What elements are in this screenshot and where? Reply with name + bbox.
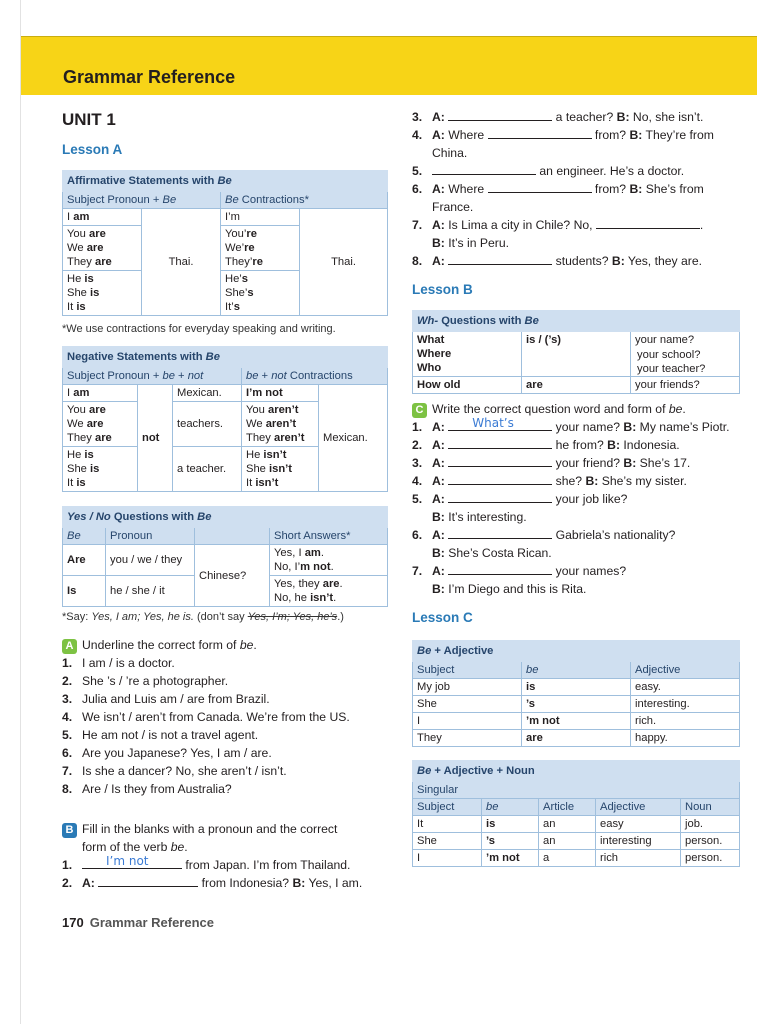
yes-no-footnote: *Say: Yes, I am; Yes, he is. (don’t say Yes, I’m; Yes, he’s.) bbox=[62, 611, 344, 623]
lesson-c-heading: Lesson C bbox=[412, 610, 473, 625]
wh-objects: your school? your teacher? bbox=[637, 349, 706, 375]
exercise-c-item: 5. A: your job like? bbox=[412, 492, 628, 506]
handwritten-answer: What’s bbox=[472, 416, 514, 430]
table-row: She ’s interesting. bbox=[413, 696, 740, 713]
footer-label: Grammar Reference bbox=[89, 915, 214, 930]
exercise-c-item: 1. A: What’s your name? B: My name’s Piotr. bbox=[412, 416, 730, 434]
table-row: They are happy. bbox=[413, 730, 740, 747]
answer-blank[interactable] bbox=[448, 526, 552, 539]
affirmative-table: Affirmative Statements with Be Subject Pronoun + Be Be Contractions* I am Thai. I’m Thai. You are We are They are You’re We’re They’re He is She is It is He’s She’s It’s bbox=[62, 170, 388, 316]
exercise-c-item: 6. A: Gabriela’s nationality? bbox=[412, 528, 676, 542]
exercise-b-continued: 3. A: a teacher? B: No, she isn’t. 4. A: Where from? B: They’re from China. 5. an engineer. He’s a doctor. 6. A: Where from? B: She’s from France. 7. A: Is Lima a city in Chile? No, . B: It’s in Peru. 8. A: students? B: Yes, they are. bbox=[412, 108, 742, 270]
exercise-a: A Underline the correct form of be. 1. I am / is a doctor. 2. She ’s / ’re a photographer. 3. Julia and Luis am / are from Brazil. 4. We isn’t / aren’t from Canada. We’re from the US. 5. He am not / is not a travel agent. 6. Are you Japanese? Yes, I am / are. 7. Is she a dancer? No, she aren’t / isn’t. 8. Are / Is they from Australia? bbox=[62, 636, 392, 798]
exercise-b: B Fill in the blanks with a pronoun and the correct form of the verb be. 1. I’m not from Japan. I’m from Thailand. 2. A: from Indonesia? B: Yes, I am. bbox=[62, 820, 392, 892]
wh-questions-table: Wh- Questions with Be What Where Who is / (’s) your name? How old are your friends? bbox=[412, 310, 740, 394]
exercise-b-item: 5. an engineer. He’s a doctor. bbox=[412, 164, 685, 178]
lesson-a-heading: Lesson A bbox=[62, 142, 123, 157]
page-edge bbox=[20, 0, 21, 1024]
exercise-c-item: 2. A: he from? B: Indonesia. bbox=[412, 438, 680, 452]
answer-blank[interactable] bbox=[448, 108, 552, 121]
answer-blank[interactable] bbox=[488, 126, 592, 139]
yes-no-table: Yes / No Questions with Be Be Pronoun Short Answers* Are you / we / they Chinese? Yes, I am. No, I’m not. Is he / she / it Yes, they are. No, he isn’t. bbox=[62, 506, 388, 607]
exercise-a-item: 3. Julia and Luis am / are from Brazil. bbox=[62, 692, 270, 706]
unit-heading: UNIT 1 bbox=[62, 110, 116, 129]
exercise-b-item: 1. I’m not from Japan. I’m from Thailand. bbox=[62, 854, 351, 872]
exercise-b-item: 8. A: students? B: Yes, they are. bbox=[412, 254, 703, 268]
lesson-b-heading: Lesson B bbox=[412, 282, 473, 297]
table-row: I ’m not rich. bbox=[413, 713, 740, 730]
header-banner bbox=[21, 36, 757, 95]
aff-thai-1: Thai. bbox=[142, 209, 221, 316]
exercise-c-badge: C bbox=[412, 403, 427, 418]
answer-blank[interactable] bbox=[98, 874, 198, 887]
answer-blank[interactable] bbox=[432, 162, 536, 175]
table-row: She ’s an interesting person. bbox=[413, 833, 740, 850]
answer-blank[interactable] bbox=[596, 216, 700, 229]
page-footer bbox=[62, 915, 214, 930]
exercise-a-item: 6. Are you Japanese? Yes, I am / are. bbox=[62, 746, 272, 760]
exercise-b-item: 7. A: Is Lima a city in Chile? No, . bbox=[412, 218, 704, 232]
negative-table: Negative Statements with Be Subject Pronoun + be + not be + not Contractions I am not Mexican. I’m not Mexican. You are We are They are teachers. You aren’t We aren’t They aren’t He is She is It is a teacher. He isn’t She isn’t It isn’t bbox=[62, 346, 388, 492]
table-row: My job is easy. bbox=[413, 679, 740, 696]
answer-blank[interactable] bbox=[448, 454, 552, 467]
aff-thai-2: Thai. bbox=[300, 209, 388, 316]
exercise-a-item: 5. He am not / is not a travel agent. bbox=[62, 728, 259, 742]
exercise-a-item: 7. Is she a dancer? No, she aren’t / isn’t. bbox=[62, 764, 287, 778]
be-adjective-noun-table: Be + Adjective + Noun Singular Subject be Article Adjective Noun It is an easy job. She ’s an interesting person. I ’m not a rich person. bbox=[412, 760, 740, 867]
exercise-c-item: 3. A: your friend? B: She’s 17. bbox=[412, 456, 691, 470]
table-row: It is an easy job. bbox=[413, 816, 740, 833]
answer-blank[interactable] bbox=[448, 252, 552, 265]
exercise-a-badge: A bbox=[62, 639, 77, 654]
aff-header-2: Be Contractions* bbox=[221, 192, 388, 209]
page-title: Grammar Reference bbox=[63, 67, 236, 87]
left-column bbox=[62, 108, 392, 908]
aff-footnote: *We use contractions for everyday speaking and writing. bbox=[62, 323, 336, 335]
aff-header-1: Subject Pronoun + Be bbox=[63, 192, 221, 209]
exercise-c-item: 4. A: she? B: She’s my sister. bbox=[412, 474, 687, 488]
table-row: I ’m not a rich person. bbox=[413, 850, 740, 867]
exercise-a-item: 8. Are / Is they from Australia? bbox=[62, 782, 232, 796]
exercise-b-item: 3. A: a teacher? B: No, she isn’t. bbox=[412, 110, 704, 124]
exercise-b-badge: B bbox=[62, 823, 77, 838]
answer-blank[interactable] bbox=[448, 436, 552, 449]
exercise-a-item: 4. We isn’t / aren’t from Canada. We’re from the US. bbox=[62, 710, 350, 724]
answer-blank[interactable] bbox=[488, 180, 592, 193]
be-adjective-table: Be + Adjective Subject be Adjective My job is easy. She ’s interesting. I ’m not rich. They are happy. bbox=[412, 640, 740, 747]
exercise-b-item: 4. A: Where from? B: They’re from bbox=[412, 128, 714, 142]
exercise-a-item: 1. I am / is a doctor. bbox=[62, 656, 175, 670]
answer-blank[interactable] bbox=[448, 562, 552, 575]
answer-blank[interactable] bbox=[82, 856, 182, 869]
answer-blank[interactable] bbox=[448, 418, 552, 431]
exercise-c-item: 7. A: your names? bbox=[412, 564, 627, 578]
exercise-b-item: 6. A: Where from? B: She’s from bbox=[412, 182, 704, 196]
answer-blank[interactable] bbox=[448, 490, 552, 503]
exercise-a-item: 2. She ’s / ’re a photographer. bbox=[62, 674, 229, 688]
exercise-c: C Write the correct question word and form of be. 1. A: What’s your name? B: My name’s Piotr. 2. A: he from? B: Indonesia. 3. A: your friend? B: She’s 17. 4. A: she? B: She’s my sister. 5. A: your job like? B: It’s interesting. 6. A: Gabriela’s nationality? B: She’s Costa Rican. 7. A: your names? B: I’m Diego and this is Rita. bbox=[412, 400, 742, 598]
page-number: 170 bbox=[62, 915, 84, 930]
handwritten-answer: I’m not bbox=[106, 854, 149, 868]
answer-blank[interactable] bbox=[448, 472, 552, 485]
exercise-b-item: 2. A: from Indonesia? B: Yes, I am. bbox=[62, 876, 363, 890]
right-column bbox=[412, 108, 742, 908]
